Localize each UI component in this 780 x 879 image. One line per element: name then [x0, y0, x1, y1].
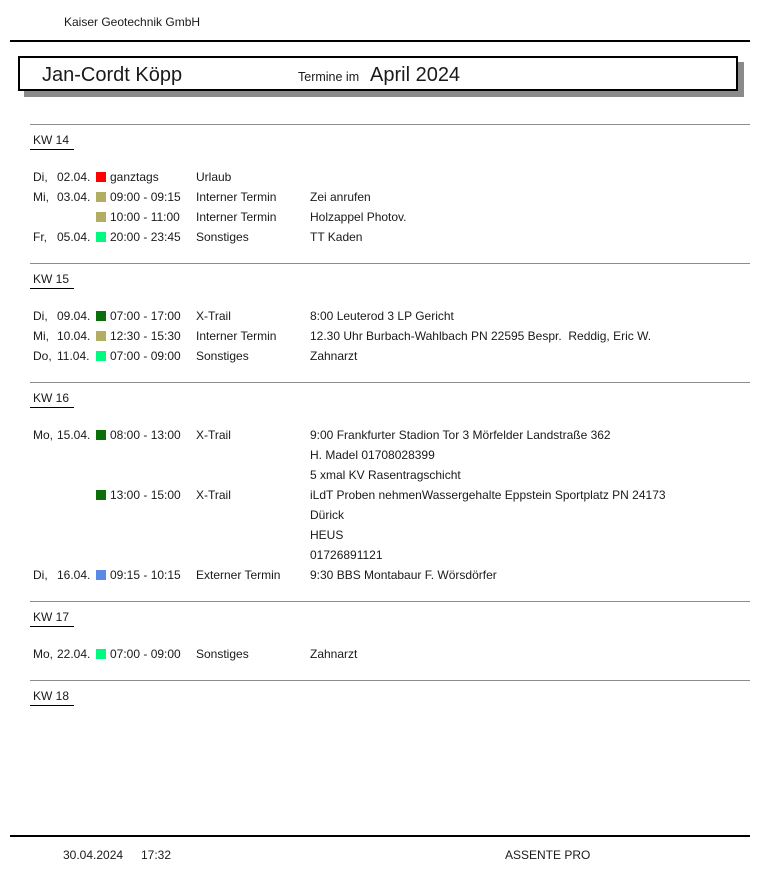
appointment-row: [0, 485, 780, 505]
description-text: 9:00 Frankfurter Stadion Tor 3 Mörfelder Landstraße 362: [310, 428, 611, 442]
section-divider: [30, 382, 750, 383]
time-label: 13:00 - 15:00: [110, 488, 181, 502]
time-label: 09:15 - 10:15: [110, 568, 181, 582]
week-heading-wrap: [30, 687, 780, 704]
category-label: Sonstiges: [196, 647, 249, 661]
time-label: 20:00 - 23:45: [110, 230, 181, 244]
category-color-icon: [96, 192, 106, 202]
appointment-rows: [0, 167, 780, 247]
date-label: 16.04.: [57, 568, 91, 582]
category-color-icon: [96, 331, 106, 341]
appointment-row: [0, 644, 780, 664]
person-name: Jan-Cordt Köpp: [42, 64, 183, 86]
appointment-row: [0, 167, 780, 187]
description-text: HEUS: [310, 528, 344, 542]
category-color-icon: [96, 232, 106, 242]
category-label: Interner Termin: [196, 210, 277, 224]
appointment-row: [0, 207, 780, 227]
description-text: Zahnarzt: [310, 647, 358, 661]
description-text: 9:30 BBS Montabaur F. Wörsdörfer: [310, 568, 497, 582]
time-label: 07:00 - 17:00: [110, 309, 181, 323]
week-heading: KW 18: [30, 689, 74, 706]
appointment-rows: [0, 644, 780, 664]
print-time: 17:32: [141, 848, 172, 862]
category-color-icon: [96, 351, 106, 361]
header-divider: [10, 40, 750, 42]
appointment-row: [0, 227, 780, 247]
category-label: Urlaub: [196, 170, 232, 184]
description-text: 12.30 Uhr Burbach-Wahlbach PN 22595 Bespr. Reddig, Eric W.: [310, 329, 652, 343]
week-heading-wrap: [30, 389, 780, 406]
week-heading-wrap: [30, 608, 780, 625]
appointment-row-continuation: [0, 445, 780, 465]
day-label: Di,: [33, 170, 48, 184]
appointment-row: [0, 306, 780, 326]
category-label: Sonstiges: [196, 349, 249, 363]
time-label: 08:00 - 13:00: [110, 428, 181, 442]
week-heading: KW 15: [30, 272, 74, 289]
category-label: X-Trail: [196, 428, 231, 442]
application-name: ASSENTE PRO: [505, 848, 591, 862]
week-heading-wrap: [30, 270, 780, 287]
description-text: Holzappel Photov.: [310, 210, 407, 224]
category-color-icon: [96, 490, 106, 500]
day-label: Di,: [33, 309, 48, 323]
print-date: 30.04.2024: [63, 848, 124, 862]
appointment-row: [0, 326, 780, 346]
appointment-rows: [0, 306, 780, 366]
category-color-icon: [96, 649, 106, 659]
date-label: 03.04.: [57, 190, 91, 204]
category-label: X-Trail: [196, 488, 231, 502]
appointment-row: [0, 346, 780, 366]
day-label: Mo,: [33, 647, 54, 661]
description-text: Zahnarzt: [310, 349, 358, 363]
week-sections: [0, 124, 780, 743]
appointment-row-continuation: [0, 505, 780, 525]
category-label: Interner Termin: [196, 329, 277, 343]
section-divider: [30, 601, 750, 602]
time-label: 10:00 - 11:00: [110, 210, 180, 224]
time-label: 07:00 - 09:00: [110, 349, 181, 363]
appointment-row-continuation: [0, 525, 780, 545]
week-section: [0, 601, 780, 664]
section-divider: [30, 263, 750, 264]
category-label: X-Trail: [196, 309, 231, 323]
day-label: Mo,: [33, 428, 54, 442]
appointment-row-continuation: [0, 465, 780, 485]
week-section: [0, 124, 780, 247]
category-label: Interner Termin: [196, 190, 277, 204]
appointment-rows: [0, 723, 780, 727]
date-label: 11.04.: [57, 349, 90, 363]
section-divider: [30, 680, 750, 681]
date-label: 10.04.: [57, 329, 91, 343]
description-text: 8:00 Leuterod 3 LP Gericht: [310, 309, 454, 323]
appointment-row: [0, 565, 780, 585]
report-title-box: [18, 56, 738, 91]
time-label: 09:00 - 09:15: [110, 190, 181, 204]
week-heading: KW 14: [30, 133, 74, 150]
time-label: ganztags: [110, 170, 159, 184]
appointment-rows: [0, 425, 780, 585]
report-period: April 2024: [370, 64, 461, 86]
date-label: 22.04.: [57, 647, 91, 661]
description-text: Dürick: [310, 508, 345, 522]
date-label: 02.04.: [57, 170, 91, 184]
appointment-row-continuation: [0, 545, 780, 565]
day-label: Mi,: [33, 329, 49, 343]
week-section: [0, 263, 780, 366]
description-text: 01726891121: [310, 548, 383, 562]
company-name: Kaiser Geotechnik GmbH: [64, 15, 201, 29]
appointment-row: [0, 187, 780, 207]
day-label: Do,: [33, 349, 52, 363]
section-divider: [30, 124, 750, 125]
category-color-icon: [96, 570, 106, 580]
category-label: Externer Termin: [196, 568, 281, 582]
week-section: [0, 680, 780, 727]
category-label: Sonstiges: [196, 230, 249, 244]
description-text: H. Madel 01708028399: [310, 448, 435, 462]
day-label: Mi,: [33, 190, 49, 204]
day-label: Di,: [33, 568, 48, 582]
description-text: 5 xmal KV Rasentragschicht: [310, 468, 461, 482]
category-color-icon: [96, 311, 106, 321]
description-text: Zei anrufen: [310, 190, 371, 204]
category-color-icon: [96, 172, 106, 182]
day-label: Fr,: [33, 230, 47, 244]
category-color-icon: [96, 212, 106, 222]
week-heading-wrap: [30, 131, 780, 148]
time-label: 12:30 - 15:30: [110, 329, 181, 343]
footer-divider: [10, 835, 750, 837]
category-color-icon: [96, 430, 106, 440]
date-label: 09.04.: [57, 309, 91, 323]
week-heading: KW 17: [30, 610, 74, 627]
date-label: 05.04.: [57, 230, 91, 244]
time-label: 07:00 - 09:00: [110, 647, 181, 661]
appointment-row: [0, 425, 780, 445]
week-heading: KW 16: [30, 391, 74, 408]
date-label: 15.04.: [57, 428, 91, 442]
week-section: [0, 382, 780, 585]
report-title-prefix: Termine im: [298, 70, 360, 84]
description-text: iLdT Proben nehmenWassergehalte Eppstein Sportplatz PN 24173: [310, 488, 666, 502]
description-text: TT Kaden: [310, 230, 363, 244]
